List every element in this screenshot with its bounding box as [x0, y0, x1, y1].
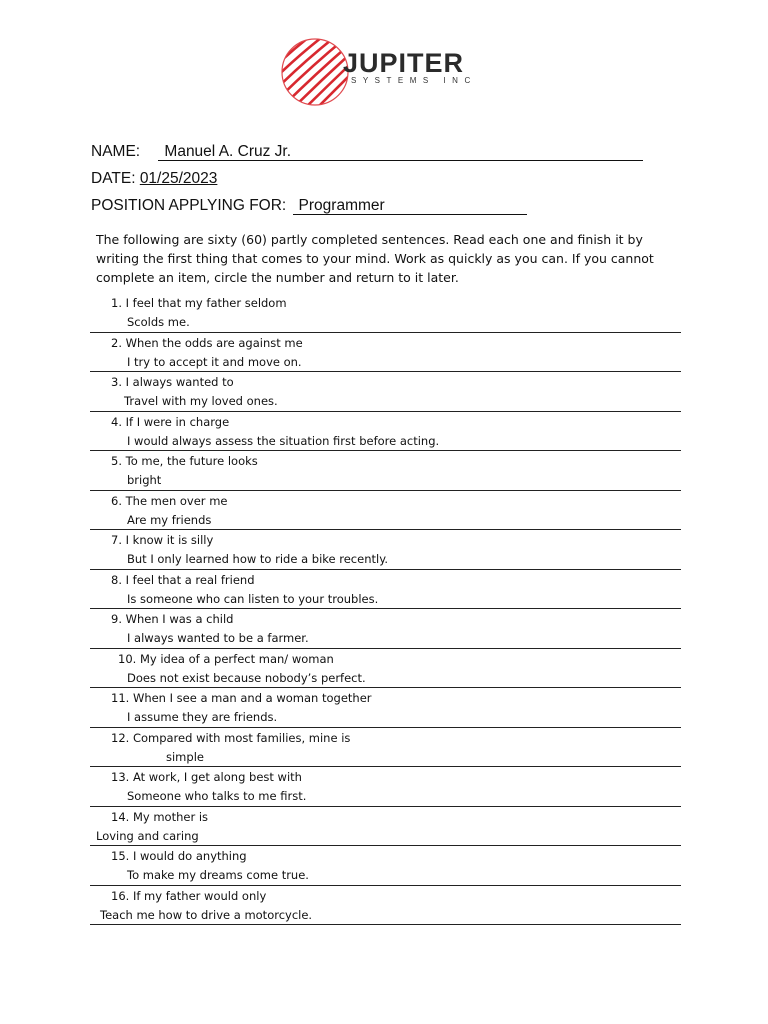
list-item — [90, 570, 681, 610]
list-item — [90, 491, 681, 531]
name-label: NAME: — [91, 143, 141, 160]
date-label: DATE: — [91, 170, 136, 187]
item-prompt: 1. I feel that my father seldom — [111, 296, 287, 310]
item-answer[interactable]: I assume they are friends. — [127, 710, 278, 724]
item-answer[interactable]: Is someone who can listen to your troubles. — [127, 591, 379, 606]
list-item — [90, 412, 681, 452]
name-row — [91, 143, 643, 161]
item-answer[interactable]: Scolds me. — [127, 315, 190, 329]
list-item — [90, 807, 681, 847]
brand-subtitle: SYSTEMS INC — [351, 76, 477, 85]
item-prompt: 3. I always wanted to — [111, 375, 234, 389]
item-prompt: 7. I know it is silly — [111, 533, 214, 547]
date-row — [91, 170, 217, 188]
list-item — [90, 530, 681, 570]
item-answer[interactable]: bright — [127, 473, 162, 487]
item-prompt: 6. The men over me — [111, 493, 228, 508]
item-answer[interactable]: To make my dreams come true. — [127, 868, 309, 882]
list-item — [90, 767, 681, 807]
item-prompt: 8. I feel that a real friend — [111, 572, 255, 587]
instructions-paragraph: The following are sixty (60) partly completed sentences. Read each one and finish it by writing the first thing that comes to your mind. Work as quickly as you can. If you cannot complete an item, circle the number and return to it later. — [96, 232, 654, 285]
item-prompt: 14. My mother is — [111, 809, 209, 824]
sentence-completion-list — [90, 293, 681, 925]
item-prompt: 2. When the odds are against me — [111, 335, 303, 350]
item-answer[interactable]: simple — [166, 749, 204, 764]
company-logo — [279, 34, 489, 114]
item-answer[interactable]: Travel with my loved ones. — [124, 394, 278, 408]
item-answer[interactable]: I would always assess the situation first before acting. — [127, 433, 440, 448]
item-prompt: 4. If I were in charge — [111, 414, 230, 429]
item-prompt: 16. If my father would only — [111, 888, 267, 903]
name-field[interactable]: Manuel A. Cruz Jr. — [158, 144, 643, 161]
brand-name: JUPITER — [343, 48, 465, 78]
item-answer[interactable]: Are my friends — [127, 512, 212, 527]
list-item — [90, 649, 681, 689]
list-item — [90, 372, 681, 412]
list-item — [90, 609, 681, 649]
item-answer[interactable]: But I only learned how to ride a bike recently. — [127, 552, 389, 566]
date-field[interactable]: 01/25/2023 — [139, 170, 218, 187]
list-item — [90, 846, 681, 886]
item-prompt: 13. At work, I get along best with — [111, 770, 302, 784]
list-item — [90, 886, 681, 926]
position-field[interactable]: Programmer — [293, 198, 527, 215]
list-item — [90, 688, 681, 728]
item-answer[interactable]: Does not exist because nobody’s perfect. — [127, 670, 366, 685]
item-answer[interactable]: I try to accept it and move on. — [127, 354, 302, 369]
item-prompt: 5. To me, the future looks — [111, 454, 258, 468]
position-label: POSITION APPLYING FOR: — [91, 197, 287, 214]
item-prompt: 15. I would do anything — [111, 849, 247, 863]
item-answer[interactable]: Loving and caring — [96, 828, 199, 843]
item-prompt: 12. Compared with most families, mine is — [111, 730, 351, 745]
item-answer[interactable]: I always wanted to be a farmer. — [127, 631, 309, 645]
item-answer[interactable]: Someone who talks to me first. — [127, 789, 307, 803]
jupiter-globe-icon — [279, 36, 351, 108]
list-item — [90, 451, 681, 491]
list-item — [90, 333, 681, 373]
item-answer[interactable]: Teach me how to drive a motorcycle. — [100, 907, 313, 922]
list-item — [90, 728, 681, 768]
position-row — [91, 197, 527, 215]
item-prompt: 11. When I see a man and a woman together — [111, 691, 372, 705]
item-prompt: 10. My idea of a perfect man/ woman — [118, 651, 334, 666]
item-prompt: 9. When I was a child — [111, 612, 234, 626]
list-item — [90, 293, 681, 333]
